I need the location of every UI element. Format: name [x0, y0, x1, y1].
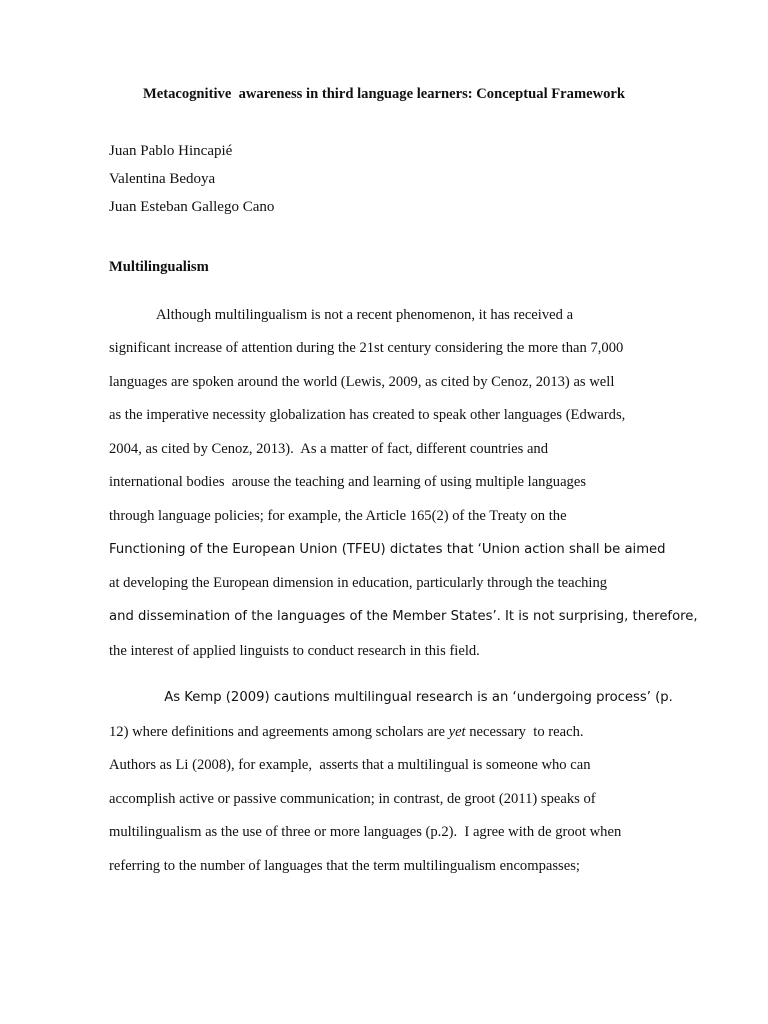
document-title: Metacognitive awareness in third language learners: Conceptual Framework — [142, 86, 626, 102]
emphasis-text: yet — [448, 724, 466, 740]
paragraph-line: accomplish active or passive communication; in contrast, de groot (2011) speaks of — [109, 791, 596, 807]
section-heading: Multilingualism — [109, 259, 209, 275]
paragraph-line: at developing the European dimension in education, particularly through the teaching — [109, 575, 608, 591]
paragraph-line: As Kemp (2009) cautions multilingual research is an ‘undergoing process’ (p. — [160, 690, 673, 705]
author-2: Valentina Bedoya — [109, 171, 216, 187]
paragraph-line: referring to the number of languages that the term multilingualism encompasses; — [109, 858, 580, 874]
paragraph-line — [109, 722, 584, 742]
paragraph-text: necessary to reach. — [465, 724, 584, 740]
paragraph-line: languages are spoken around the world (Lewis, 2009, as cited by Cenoz, 2013) as well — [109, 374, 615, 390]
paragraph-line: as the imperative necessity globalization has created to speak other languages (Edwards, — [109, 407, 626, 423]
paragraph-line: through language policies; for example, the Article 165(2) of the Treaty on the — [109, 508, 567, 524]
paragraph-line: international bodies arouse the teaching and learning of using multiple languages — [109, 474, 586, 490]
paragraph-line: the interest of applied linguists to conduct research in this field. — [109, 643, 480, 659]
paragraph-line: and dissemination of the languages of the Member States’. It is not surprising, therefore, — [109, 609, 698, 624]
paragraph-line: Authors as Li (2008), for example, asserts that a multilingual is someone who can — [109, 757, 591, 773]
paragraph-line: Although multilingualism is not a recent phenomenon, it has received a — [156, 307, 574, 323]
author-1: Juan Pablo Hincapié — [109, 143, 233, 159]
paragraph-line: 2004, as cited by Cenoz, 2013). As a matter of fact, different countries and — [109, 441, 549, 457]
paragraph-text: 12) where definitions and agreements among scholars are — [109, 724, 449, 740]
author-3: Juan Esteban Gallego Cano — [109, 199, 275, 215]
paragraph-line: Functioning of the European Union (TFEU) dictates that ‘Union action shall be aimed — [109, 542, 666, 557]
paragraph-line: multilingualism as the use of three or more languages (p.2). I agree with de groot when — [109, 824, 622, 840]
paragraph-line: significant increase of attention during the 21st century considering the more than 7,000 — [109, 340, 624, 356]
